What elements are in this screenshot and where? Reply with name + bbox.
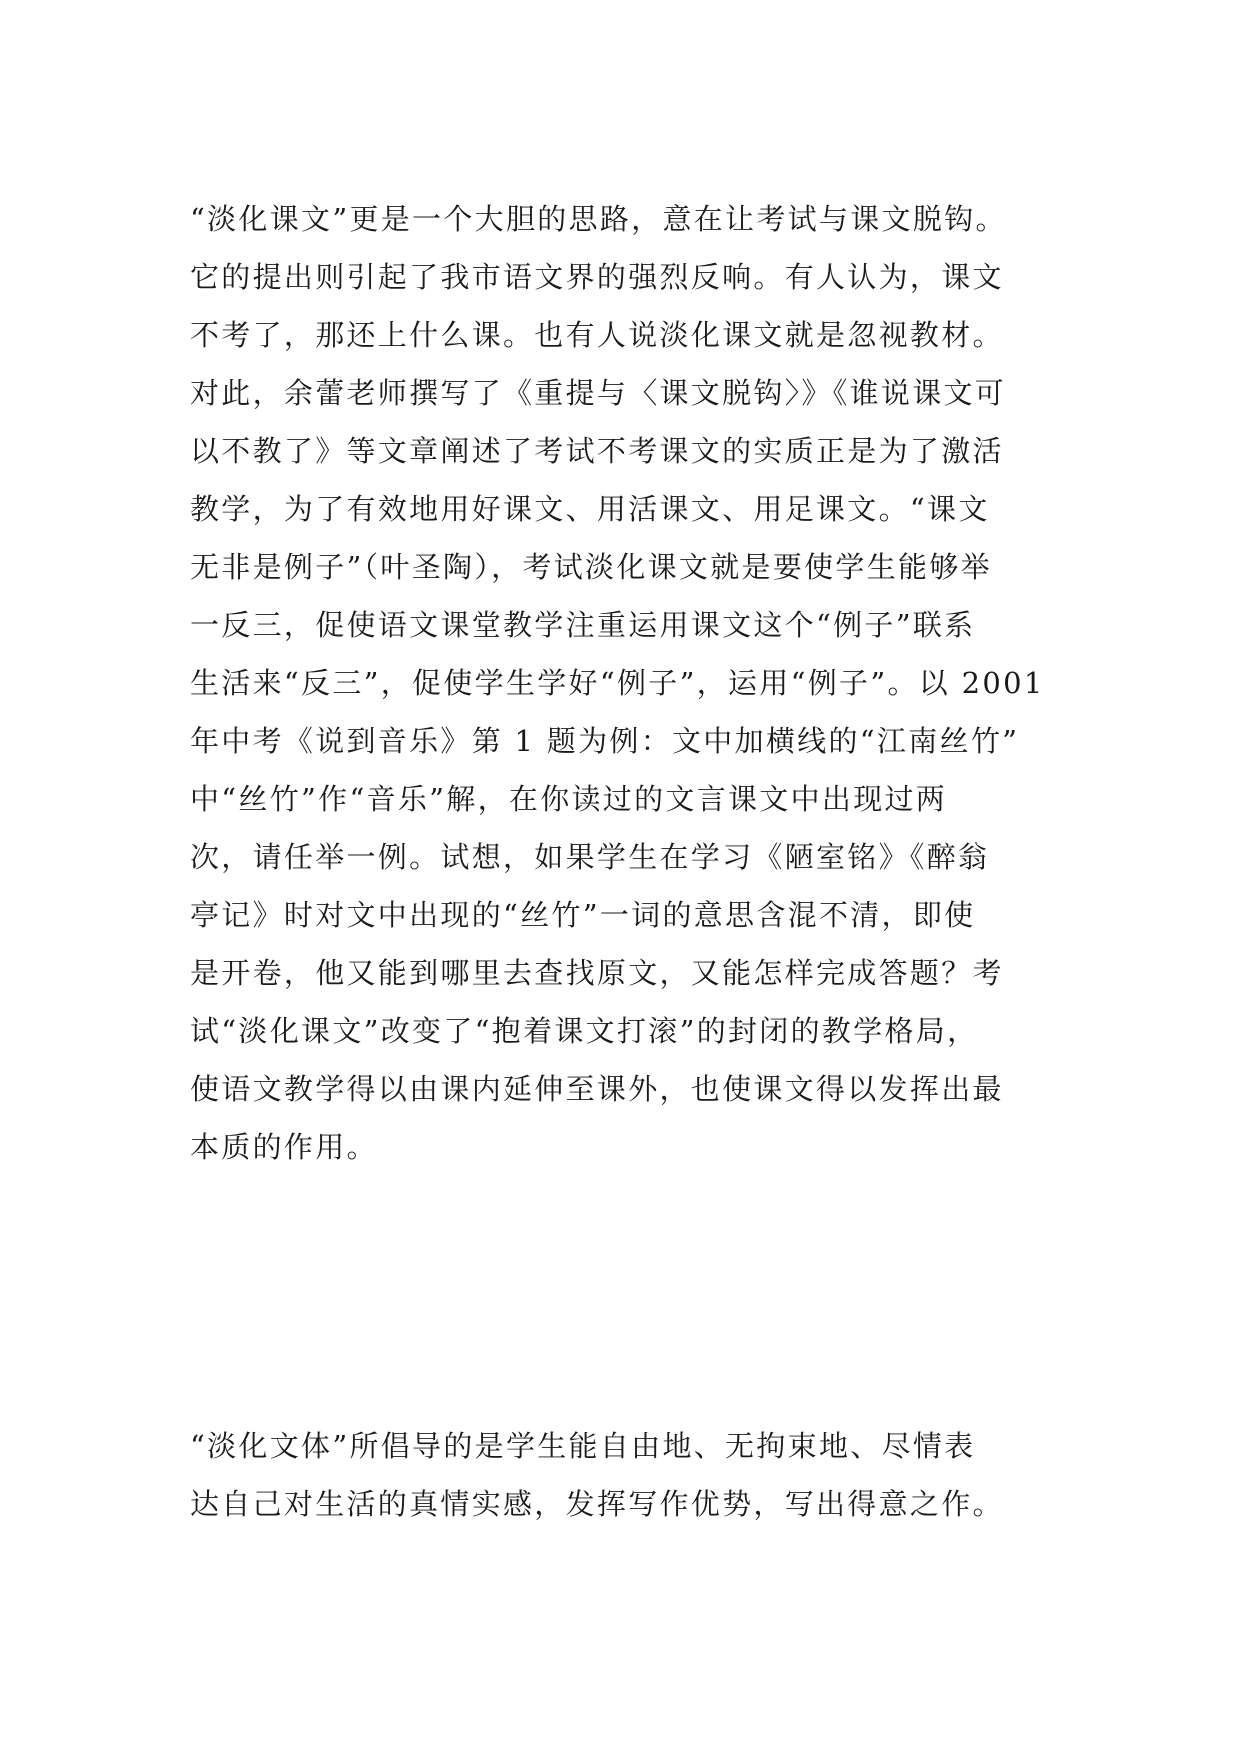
text-line: 试“淡化课文”改变了“抱着课文打滚”的封闭的教学格局， [190, 1014, 979, 1048]
text-line: 本质的作用。 [190, 1130, 378, 1164]
paragraph-dilute-genres [190, 1417, 1070, 1533]
text-line: 教学，为了有效地用好课文、用活课文、用足课文。“课文 [190, 492, 990, 526]
text-line: 使语文教学得以由课内延伸至课外，也使课文得以发挥出最 [190, 1072, 1004, 1106]
paragraph-dilute-texts [190, 190, 1070, 1176]
text-line: 年中考《说到音乐》第 1 题为例：文中加横线的“江南丝竹” [190, 724, 1020, 758]
text-line: 是开卷，他又能到哪里去查找原文，又能怎样完成答题？考 [190, 956, 1004, 990]
text-line: 生活来“反三”，促使学生学好“例子”，运用“例子”。以 2001 [190, 666, 1045, 700]
text-line: 对此，余蕾老师撰写了《重提与〈课文脱钩〉》《谁说课文可 [190, 376, 1007, 410]
text-line: 它的提出则引起了我市语文界的强烈反响。有人认为，课文 [190, 260, 1004, 294]
text-line: “淡化课文”更是一个大胆的思路，意在让考试与课文脱钩。 [190, 202, 1007, 236]
text-line: 亭记》时对文中出现的“丝竹”一词的意思含混不清，即使 [190, 898, 976, 932]
text-line: 次，请任举一例。试想，如果学生在学习《陋室铭》《醉翁 [190, 840, 990, 874]
text-line: 达自己对生活的真情实感，发挥写作优势，写出得意之作。 [190, 1487, 1004, 1521]
text-line: 以不教了》等文章阐述了考试不考课文的实质正是为了激活 [190, 434, 1004, 468]
text-line: 一反三，促使语文课堂教学注重运用课文这个“例子”联系 [190, 608, 976, 642]
text-line: 无非是例子”（叶圣陶），考试淡化课文就是要使学生能够举 [190, 550, 992, 584]
text-line: 中“丝竹”作“音乐”解，在你读过的文言课文中出现过两 [190, 782, 948, 816]
text-line: 不考了，那还上什么课。也有人说淡化课文就是忽视教材。 [190, 318, 1004, 352]
text-line: “淡化文体”所倡导的是学生能自由地、无拘束地、尽情表 [190, 1429, 976, 1463]
